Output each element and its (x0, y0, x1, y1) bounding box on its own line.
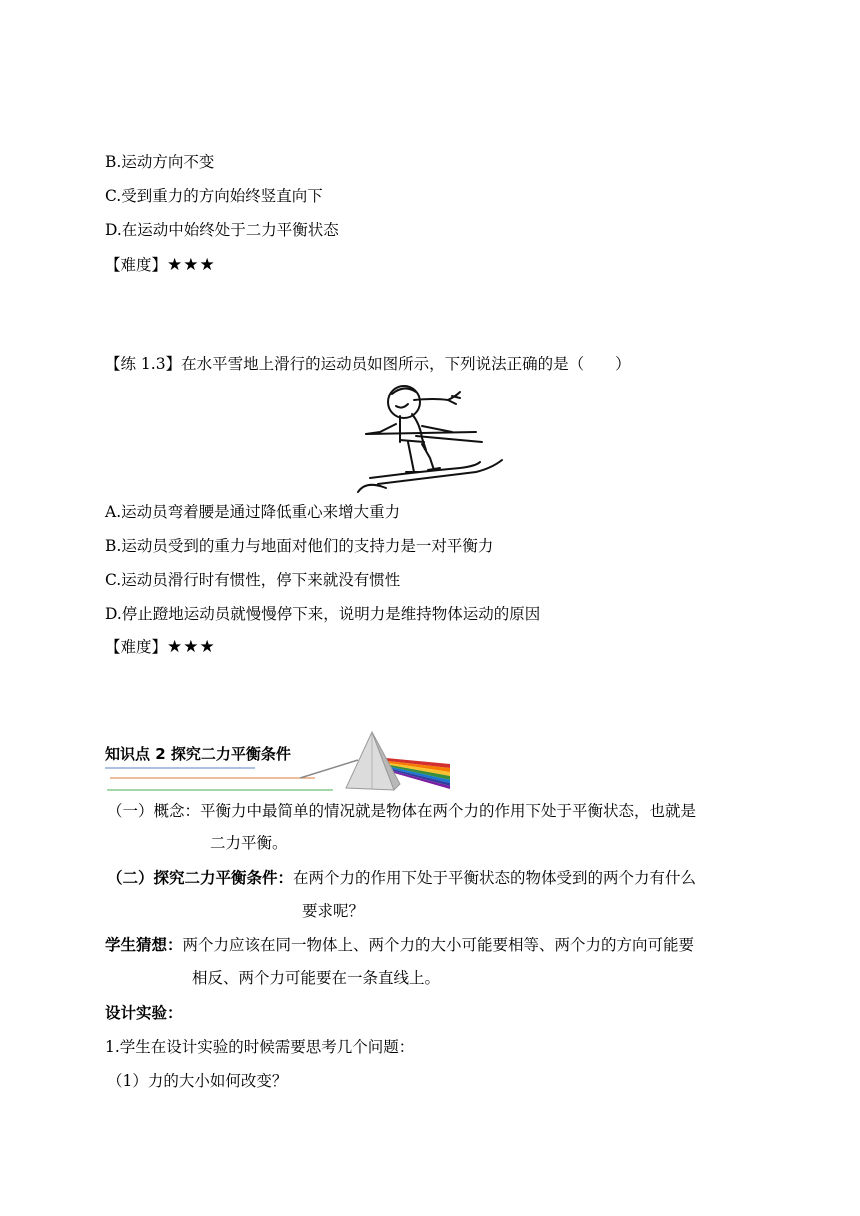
design-subquestion: （1）力的大小如何改变？ (107, 1072, 288, 1090)
option-c: C.受到重力的方向始终竖直向下 (105, 187, 323, 205)
prism-icon (300, 728, 452, 794)
question-text: 在水平雪地上滑行的运动员如图所示，下列说法正确的是（ ） (181, 355, 631, 373)
question-stem (105, 354, 631, 374)
guess-text: 两个力应该在同一物体上、两个力的大小可能要相等、两个力的方向可能要 (182, 936, 695, 954)
difficulty-label: 【难度】 (105, 256, 168, 274)
guess-label: 学生猜想： (105, 935, 183, 954)
skier-illustration (356, 380, 506, 494)
explore-row (107, 868, 696, 888)
explore-text: 在两个力的作用下处于平衡状态的物体受到的两个力有什么 (293, 869, 697, 887)
guess-row (105, 935, 694, 955)
concept-text-cont: 二力平衡。 (210, 834, 288, 852)
difficulty-row (105, 637, 216, 657)
section-title: 知识点 2 探究二力平衡条件 (105, 745, 291, 763)
difficulty-row (105, 255, 216, 275)
option-a: A.运动员弯着腰是通过降低重心来增大重力 (105, 503, 401, 521)
option-d: D.停止蹬地运动员就慢慢停下来，说明力是维持物体运动的原因 (105, 605, 541, 623)
option-b: B.运动方向不变 (105, 153, 215, 171)
design-label: 设计实验： (105, 1003, 183, 1022)
guess-text-cont: 相反、两个力可能要在一条直线上。 (192, 969, 441, 987)
difficulty-stars: ★★★ (167, 637, 216, 657)
explore-text-cont: 要求呢？ (302, 902, 365, 920)
concept-text: 平衡力中最简单的情况就是物体在两个力的作用下处于平衡状态，也就是 (200, 802, 697, 820)
difficulty-label: 【难度】 (105, 638, 168, 656)
design-question: 1.学生在设计实验的时候需要思考几个问题： (105, 1038, 415, 1056)
concept-label: （一）概念： (107, 802, 201, 820)
option-b: B.运动员受到的重力与地面对他们的支持力是一对平衡力 (105, 537, 494, 555)
difficulty-stars: ★★★ (167, 255, 216, 275)
explore-label: （二）探究二力平衡条件： (107, 868, 294, 887)
question-number: 【练 1.3】 (105, 355, 182, 373)
option-d: D.在运动中始终处于二力平衡状态 (105, 221, 339, 239)
concept-row (107, 801, 696, 821)
option-c: C.运动员滑行时有惯性，停下来就没有惯性 (105, 571, 401, 589)
